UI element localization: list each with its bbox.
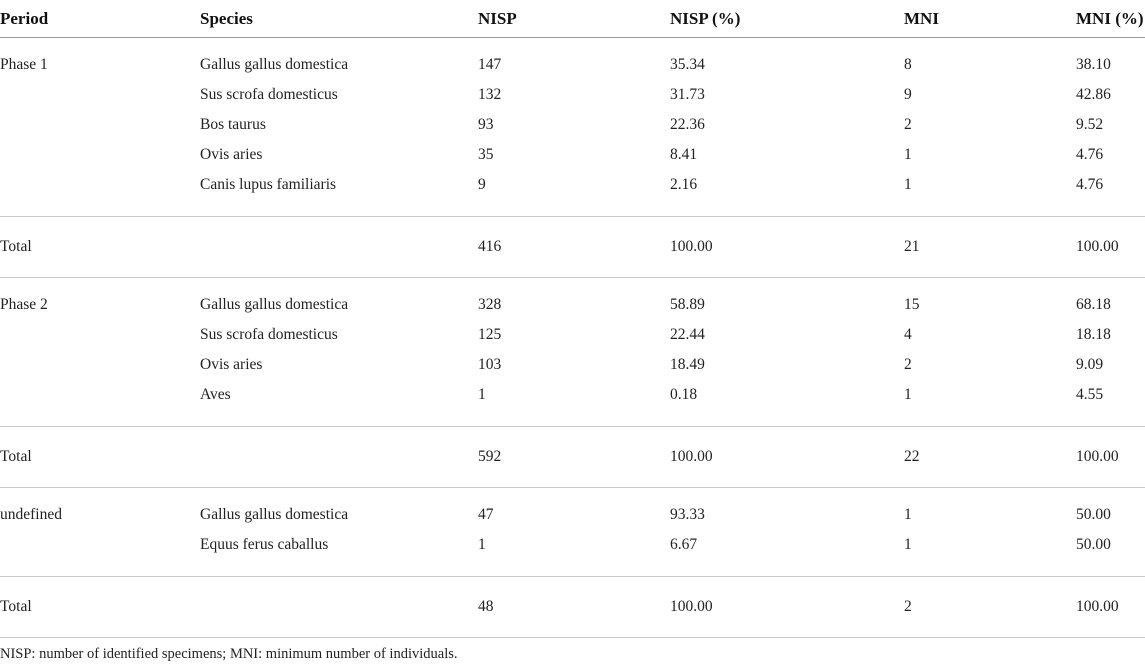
nisp-cell: 9: [478, 176, 486, 193]
nisp-pct-cell: 22.44: [670, 326, 705, 343]
table-row: [0, 320, 1145, 350]
table-row: [0, 170, 1145, 200]
mni-pct-cell: 4.76: [1076, 146, 1104, 163]
total-mni-pct: 100.00: [1076, 427, 1145, 488]
nisp-cell: 328: [478, 296, 502, 313]
total-label: Total: [0, 427, 200, 488]
table-row: [0, 140, 1145, 170]
header-nisp: NISP: [478, 0, 670, 38]
table-row: [0, 500, 1145, 530]
nisp-pct-cell: 2.16: [670, 176, 698, 193]
species-cell: Sus scrofa domesticus: [200, 326, 338, 343]
total-label: Total: [0, 217, 200, 278]
period-cell: Phase 1: [0, 56, 48, 73]
species-cell: Aves: [200, 386, 231, 403]
nisp-cell: 132: [478, 86, 502, 103]
total-mni-pct: 100.00: [1076, 577, 1145, 638]
table-row: [0, 290, 1145, 320]
mni-pct-cell: 4.55: [1076, 386, 1104, 403]
header-period: Period: [0, 0, 200, 38]
mni-cell: 8: [904, 56, 912, 73]
table-row: [0, 380, 1145, 410]
nisp-pct-cell: 93.33: [670, 506, 705, 523]
header-row: [0, 0, 1145, 38]
species-cell: Ovis aries: [200, 146, 263, 163]
total-nisp: 48: [478, 577, 670, 638]
species-cell: Gallus gallus domestica: [200, 296, 349, 313]
mni-cell: 15: [904, 296, 920, 313]
mni-cell: 1: [904, 146, 912, 163]
total-mni: 22: [904, 427, 1076, 488]
nisp-cell: 103: [478, 356, 502, 373]
nisp-cell: 47: [478, 506, 494, 523]
table-row: [0, 50, 1145, 80]
total-nisp-pct: 100.00: [670, 577, 904, 638]
table-row: [0, 80, 1145, 110]
nisp-pct-cell: 35.34: [670, 56, 705, 73]
nisp-pct-cell: 0.18: [670, 386, 698, 403]
total-nisp-pct: 100.00: [670, 427, 904, 488]
total-nisp-pct: 100.00: [670, 217, 904, 278]
table-row: [0, 350, 1145, 380]
total-mni: 21: [904, 217, 1076, 278]
species-cell: Sus scrofa domesticus: [200, 86, 338, 103]
mni-cell: 1: [904, 536, 912, 553]
species-cell: Equus ferus caballus: [200, 536, 329, 553]
species-cell: Bos taurus: [200, 116, 266, 133]
nisp-pct-cell: 8.41: [670, 146, 698, 163]
nisp-pct-cell: 6.67: [670, 536, 698, 553]
mni-cell: 4: [904, 326, 912, 343]
mni-pct-cell: 42.86: [1076, 86, 1111, 103]
nisp-pct-cell: 18.49: [670, 356, 705, 373]
species-cell: Canis lupus familiaris: [200, 176, 337, 193]
table-row: [0, 110, 1145, 140]
table-footnote: NISP: number of identified specimens; MNI: minimum number of individuals.: [0, 646, 458, 662]
nisp-pct-cell: 22.36: [670, 116, 705, 133]
mni-pct-cell: 68.18: [1076, 296, 1111, 313]
mni-pct-cell: 9.52: [1076, 116, 1104, 133]
species-cell: Ovis aries: [200, 356, 263, 373]
mni-pct-cell: 18.18: [1076, 326, 1111, 343]
total-mni: 2: [904, 577, 1076, 638]
nisp-cell: 35: [478, 146, 494, 163]
nisp-cell: 1: [478, 536, 486, 553]
species-cell: Gallus gallus domestica: [200, 56, 349, 73]
total-label: Total: [0, 577, 200, 638]
total-nisp: 592: [478, 427, 670, 488]
total-row: [0, 427, 1145, 488]
mni-pct-cell: 50.00: [1076, 506, 1111, 523]
total-nisp: 416: [478, 217, 670, 278]
total-row: [0, 217, 1145, 278]
species-cell: Gallus gallus domestica: [200, 506, 349, 523]
total-row: [0, 577, 1145, 638]
mni-pct-cell: 50.00: [1076, 536, 1111, 553]
nisp-cell: 93: [478, 116, 494, 133]
mni-cell: 1: [904, 176, 912, 193]
nisp-cell: 147: [478, 56, 502, 73]
header-mni-pct: MNI (%): [1076, 0, 1145, 38]
nisp-pct-cell: 58.89: [670, 296, 705, 313]
period-cell: Phase 2: [0, 296, 48, 313]
mni-pct-cell: 4.76: [1076, 176, 1104, 193]
mni-cell: 2: [904, 356, 912, 373]
mni-pct-cell: 9.09: [1076, 356, 1104, 373]
mni-pct-cell: 38.10: [1076, 56, 1111, 73]
header-mni: MNI: [904, 0, 1076, 38]
total-mni-pct: 100.00: [1076, 217, 1145, 278]
nisp-pct-cell: 31.73: [670, 86, 705, 103]
header-nisp-pct: NISP (%): [670, 0, 904, 38]
table-row: [0, 530, 1145, 560]
header-species: Species: [200, 0, 478, 38]
mni-cell: 2: [904, 116, 912, 133]
period-cell: undefined: [0, 506, 62, 523]
mni-cell: 9: [904, 86, 912, 103]
nisp-cell: 125: [478, 326, 502, 343]
mni-cell: 1: [904, 506, 912, 523]
nisp-cell: 1: [478, 386, 486, 403]
mni-cell: 1: [904, 386, 912, 403]
